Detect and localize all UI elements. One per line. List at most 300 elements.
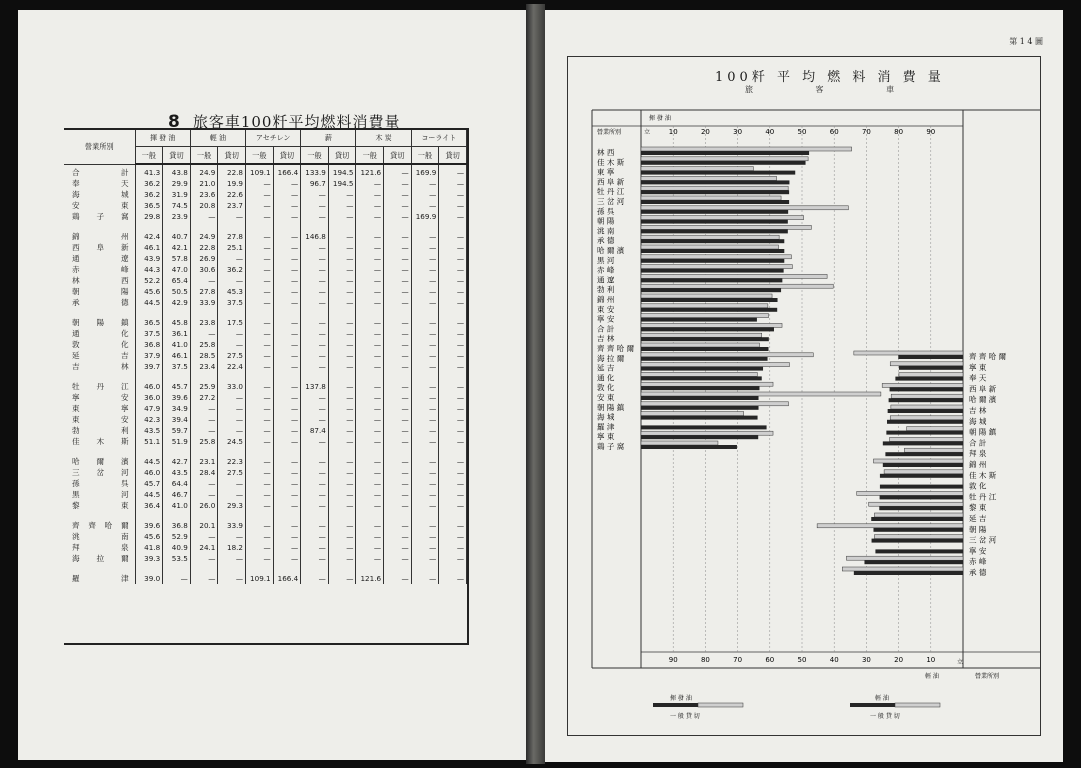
top-tick-label: 40 xyxy=(765,128,775,136)
office-name: 黒 河 xyxy=(64,489,135,500)
table-cell: 121.6 xyxy=(356,164,384,178)
table-cell: 87.4 xyxy=(301,425,329,436)
table-cell: — xyxy=(328,456,356,467)
table-cell: — xyxy=(190,211,218,222)
table-cell: — xyxy=(301,297,329,308)
table-cell: 39.4 xyxy=(163,414,191,425)
table-cell: — xyxy=(301,414,329,425)
table-cell: — xyxy=(273,414,301,425)
table-cell: — xyxy=(301,467,329,478)
office-name: 敦 化 xyxy=(64,339,135,350)
table-cell: — xyxy=(190,403,218,414)
table-row xyxy=(64,489,467,500)
table-cell: 57.8 xyxy=(163,253,191,264)
office-name: 朝 陽 鎮 xyxy=(64,317,135,328)
table-cell: — xyxy=(301,361,329,372)
lightoil-category-label: 朝 陽 xyxy=(969,524,987,534)
fuel-sub-header: 貸切 xyxy=(273,147,301,165)
table-cell: — xyxy=(218,339,246,350)
table-cell: — xyxy=(356,297,384,308)
table-cell: — xyxy=(246,478,274,489)
table-cell: 194.5 xyxy=(328,178,356,189)
gasoline-charter-bar xyxy=(641,392,881,396)
table-row xyxy=(64,164,467,178)
legend-left-charter-swatch xyxy=(698,703,743,707)
table-cell: — xyxy=(328,189,356,200)
table-cell: — xyxy=(246,467,274,478)
gasoline-category-label: 敦 化 xyxy=(597,383,615,393)
lightoil-category-label: 寧 東 xyxy=(969,362,987,372)
gasoline-category-label: 鶏 子 窩 xyxy=(597,442,625,451)
table-cell: — xyxy=(273,542,301,553)
table-cell: — xyxy=(218,489,246,500)
table-cell: — xyxy=(246,253,274,264)
gasoline-category-label: 寧 安 xyxy=(597,314,615,324)
table-cell: 37.5 xyxy=(218,297,246,308)
table-cell: 36.2 xyxy=(135,189,163,200)
table-cell: 45.6 xyxy=(135,531,163,542)
gasoline-general-bar xyxy=(641,357,768,361)
office-header-label-bottom: 營業所別 xyxy=(975,673,1000,680)
table-cell: — xyxy=(411,264,439,275)
lightoil-general-bar xyxy=(879,506,963,510)
table-cell: — xyxy=(273,200,301,211)
table-cell: 166.4 xyxy=(273,164,301,178)
table-cell: — xyxy=(384,350,412,361)
table-cell: 46.7 xyxy=(163,489,191,500)
lightoil-charter-bar xyxy=(857,491,963,495)
table-cell: — xyxy=(411,350,439,361)
table-cell: 42.3 xyxy=(135,414,163,425)
bottom-tick-label: 90 xyxy=(668,656,678,664)
table-cell: — xyxy=(411,178,439,189)
table-cell: — xyxy=(246,403,274,414)
table-cell: — xyxy=(273,456,301,467)
table-cell: — xyxy=(328,403,356,414)
gasoline-charter-bar xyxy=(641,363,789,367)
lightoil-category-label: 哈 爾 濱 xyxy=(969,395,997,405)
table-cell: — xyxy=(273,531,301,542)
gasoline-charter-bar xyxy=(641,235,779,239)
gasoline-charter-bar xyxy=(641,167,753,171)
lightoil-category-label: 佳 木 斯 xyxy=(969,470,997,480)
gasoline-general-bar xyxy=(641,190,789,194)
gasoline-charter-bar xyxy=(641,284,833,288)
table-cell: 28.5 xyxy=(190,350,218,361)
table-cell: 44.5 xyxy=(135,456,163,467)
table-cell: 29.8 xyxy=(135,211,163,222)
table-cell: 51.1 xyxy=(135,436,163,447)
lightoil-general-bar xyxy=(899,366,963,370)
table-cell: — xyxy=(246,286,274,297)
table-cell: — xyxy=(439,553,467,564)
table-cell: — xyxy=(273,553,301,564)
table-cell: 25.1 xyxy=(218,242,246,253)
gasoline-general-bar xyxy=(641,445,737,449)
gasoline-category-label: 洮 南 xyxy=(597,226,615,236)
table-cell: — xyxy=(273,286,301,297)
table-cell: — xyxy=(439,456,467,467)
table-cell: — xyxy=(384,542,412,553)
gasoline-general-bar xyxy=(641,347,769,351)
table-cell: — xyxy=(301,200,329,211)
table-cell: — xyxy=(411,392,439,403)
table-row xyxy=(64,531,467,542)
office-name: 西 阜 新 xyxy=(64,242,135,253)
top-tick-label: 10 xyxy=(668,128,678,136)
gasoline-general-bar xyxy=(641,171,795,175)
lightoil-general-bar xyxy=(880,495,963,499)
fuel-group-header: 木 炭 xyxy=(356,130,411,147)
legend-left-title: 揮 發 油 xyxy=(670,695,692,702)
table-cell: 36.0 xyxy=(135,392,163,403)
gasoline-category-label: 錦 州 xyxy=(597,295,615,304)
table-cell: — xyxy=(411,189,439,200)
lightoil-charter-bar xyxy=(882,383,963,387)
office-name: 哈 爾 濱 xyxy=(64,456,135,467)
lightoil-category-label: 牡 丹 江 xyxy=(969,492,997,502)
table-cell: — xyxy=(246,231,274,242)
gasoline-category-label: 延 吉 xyxy=(597,363,615,373)
table-cell: 39.6 xyxy=(135,520,163,531)
table-cell: — xyxy=(190,328,218,339)
table-cell: 30.6 xyxy=(190,264,218,275)
table-cell: — xyxy=(301,489,329,500)
table-cell: — xyxy=(356,275,384,286)
top-tick-label: 30 xyxy=(733,128,743,136)
table-cell: 74.5 xyxy=(163,200,191,211)
table-cell: 46.1 xyxy=(135,242,163,253)
gasoline-category-label: 林 西 xyxy=(597,148,615,157)
table-cell: — xyxy=(384,339,412,350)
table-cell: 51.9 xyxy=(163,436,191,447)
gasoline-category-label: 寧 東 xyxy=(597,432,615,442)
table-cell: — xyxy=(356,414,384,425)
table-cell: 46.1 xyxy=(163,350,191,361)
table-cell: — xyxy=(301,478,329,489)
table-cell: 36.2 xyxy=(135,178,163,189)
gasoline-charter-bar xyxy=(641,274,827,278)
table-cell: 37.9 xyxy=(135,350,163,361)
lightoil-charter-bar xyxy=(899,373,963,377)
lightoil-general-bar xyxy=(872,539,963,543)
table-row xyxy=(64,253,467,264)
table-cell: 21.0 xyxy=(190,178,218,189)
table-cell: — xyxy=(384,317,412,328)
table-cell: — xyxy=(384,414,412,425)
lightoil-category-label: 赤 峰 xyxy=(969,557,987,567)
gasoline-charter-bar xyxy=(641,323,782,327)
office-name: 寧 安 xyxy=(64,392,135,403)
lightoil-general-bar xyxy=(895,377,963,381)
table-cell: — xyxy=(328,361,356,372)
table-cell: — xyxy=(356,200,384,211)
table-cell: 33.0 xyxy=(218,381,246,392)
table-cell: — xyxy=(246,436,274,447)
gasoline-charter-bar xyxy=(641,157,808,161)
table-cell: — xyxy=(246,520,274,531)
lightoil-charter-bar xyxy=(891,405,963,409)
table-cell: — xyxy=(439,286,467,297)
table-cell: 52.2 xyxy=(135,275,163,286)
table-cell: — xyxy=(218,414,246,425)
lightoil-general-bar xyxy=(889,398,963,402)
table-cell: 137.8 xyxy=(301,381,329,392)
lightoil-category-label: 朝 陽 鎮 xyxy=(969,427,997,437)
table-cell: — xyxy=(218,531,246,542)
gasoline-charter-bar xyxy=(641,196,781,200)
row-spacer xyxy=(64,308,467,317)
office-name: 延 吉 xyxy=(64,350,135,361)
bottom-tick-label: 30 xyxy=(861,656,871,664)
table-cell: — xyxy=(328,211,356,222)
table-cell: — xyxy=(439,392,467,403)
fuel-group-header: コーライト xyxy=(411,130,466,147)
table-cell: — xyxy=(411,275,439,286)
gasoline-category-label: 朝 陽 xyxy=(597,216,615,226)
table-cell: 36.1 xyxy=(163,328,191,339)
table-row xyxy=(64,328,467,339)
table-cell: — xyxy=(439,361,467,372)
table-cell: — xyxy=(439,478,467,489)
table-cell: — xyxy=(218,328,246,339)
gasoline-general-bar xyxy=(641,239,784,243)
table-cell: 36.5 xyxy=(135,317,163,328)
table-cell: 23.6 xyxy=(190,189,218,200)
table-cell: 36.2 xyxy=(218,264,246,275)
table-cell: — xyxy=(246,178,274,189)
bottom-tick-label: 60 xyxy=(765,656,775,664)
table-cell: — xyxy=(163,573,191,584)
table-cell: — xyxy=(301,436,329,447)
table-cell: — xyxy=(411,200,439,211)
lightoil-general-bar xyxy=(854,571,963,575)
table-cell: — xyxy=(439,350,467,361)
table-cell: — xyxy=(301,500,329,511)
table-cell: — xyxy=(384,573,412,584)
table-cell: — xyxy=(301,328,329,339)
table-cell: 52.9 xyxy=(163,531,191,542)
table-cell: — xyxy=(384,520,412,531)
table-cell: — xyxy=(328,553,356,564)
table-cell: 59.7 xyxy=(163,425,191,436)
table-cell: 40.7 xyxy=(163,231,191,242)
gasoline-charter-bar xyxy=(641,255,791,259)
table-cell: — xyxy=(301,275,329,286)
table-row xyxy=(64,425,467,436)
gasoline-charter-bar xyxy=(641,176,777,180)
office-name: 赤 峰 xyxy=(64,264,135,275)
table-cell: — xyxy=(384,553,412,564)
lightoil-general-bar xyxy=(885,452,963,456)
table-cell: 46.0 xyxy=(135,467,163,478)
table-cell: 31.9 xyxy=(163,189,191,200)
row-spacer xyxy=(64,372,467,381)
lightoil-category-label: 吉 林 xyxy=(969,406,987,415)
bottom-axis-title: 輕 油 xyxy=(925,673,939,680)
table-cell: — xyxy=(411,531,439,542)
table-cell: — xyxy=(384,164,412,178)
table-row xyxy=(64,286,467,297)
table-cell: 41.3 xyxy=(135,164,163,178)
table-cell: — xyxy=(328,317,356,328)
fuel-sub-header: 貸切 xyxy=(328,147,356,165)
lightoil-category-label: 錦 州 xyxy=(969,460,987,469)
fuel-group-header: 薪 xyxy=(301,130,356,147)
table-cell: — xyxy=(246,275,274,286)
table-cell: — xyxy=(439,297,467,308)
table-cell: — xyxy=(439,339,467,350)
table-cell: — xyxy=(301,189,329,200)
table-cell: — xyxy=(246,381,274,392)
office-name: 安 東 xyxy=(64,200,135,211)
table-cell: 46.0 xyxy=(135,381,163,392)
table-cell: — xyxy=(328,520,356,531)
table-cell: 42.9 xyxy=(163,297,191,308)
lightoil-general-bar xyxy=(887,420,963,424)
office-name: 海 拉 爾 xyxy=(64,553,135,564)
gasoline-general-bar xyxy=(641,200,789,204)
table-cell: 20.8 xyxy=(190,200,218,211)
gasoline-general-bar xyxy=(641,259,784,263)
lightoil-charter-bar xyxy=(890,437,963,441)
gasoline-category-label: 承 德 xyxy=(597,236,615,246)
gasoline-charter-bar xyxy=(641,304,768,308)
table-cell: 166.4 xyxy=(273,573,301,584)
gasoline-general-bar xyxy=(641,249,784,253)
table-cell: — xyxy=(301,403,329,414)
gasoline-general-bar xyxy=(641,337,769,341)
table-cell: — xyxy=(301,339,329,350)
table-cell: — xyxy=(411,317,439,328)
table-cell: — xyxy=(246,339,274,350)
gasoline-general-bar xyxy=(641,220,788,224)
chart-subtitle: 旅 客 車 xyxy=(745,85,925,94)
table-cell: — xyxy=(356,489,384,500)
table-cell: 24.9 xyxy=(190,231,218,242)
table-cell: — xyxy=(301,317,329,328)
top-tick-label: 60 xyxy=(829,128,839,136)
table-cell: — xyxy=(328,242,356,253)
table-row xyxy=(64,200,467,211)
table-cell: 44.5 xyxy=(135,489,163,500)
table-cell: — xyxy=(356,520,384,531)
table-cell: 36.8 xyxy=(163,520,191,531)
gasoline-general-bar xyxy=(641,210,788,214)
gasoline-category-label: 勃 利 xyxy=(597,285,615,295)
bottom-tick-label: 80 xyxy=(700,656,710,664)
office-name: 通 化 xyxy=(64,328,135,339)
table-cell: — xyxy=(328,231,356,242)
table-cell: 22.8 xyxy=(218,164,246,178)
table-cell: — xyxy=(356,425,384,436)
lightoil-general-bar xyxy=(890,387,963,391)
table-cell: 23.8 xyxy=(190,317,218,328)
table-cell: — xyxy=(411,456,439,467)
lightoil-category-label: 三 岔 河 xyxy=(969,535,997,545)
table-cell: — xyxy=(384,297,412,308)
table-cell: — xyxy=(356,403,384,414)
table-cell: — xyxy=(356,542,384,553)
table-cell: 42.7 xyxy=(163,456,191,467)
table-cell: 43.9 xyxy=(135,253,163,264)
office-name: 奉 天 xyxy=(64,178,135,189)
table-cell: 23.7 xyxy=(218,200,246,211)
table-cell: — xyxy=(273,361,301,372)
table-cell: — xyxy=(218,573,246,584)
table-cell: — xyxy=(411,467,439,478)
table-cell: — xyxy=(246,297,274,308)
table-cell: 27.2 xyxy=(190,392,218,403)
bottom-tick-label: 10 xyxy=(926,656,936,664)
fuel-sub-header: 一般 xyxy=(301,147,329,165)
table-cell: 23.1 xyxy=(190,456,218,467)
table-cell: — xyxy=(328,425,356,436)
table-cell: — xyxy=(384,286,412,297)
table-cell: — xyxy=(218,478,246,489)
table-cell: — xyxy=(301,456,329,467)
table-cell: — xyxy=(328,573,356,584)
lightoil-charter-bar xyxy=(891,394,963,398)
lightoil-charter-bar xyxy=(907,427,963,431)
gasoline-charter-bar xyxy=(641,372,757,376)
gasoline-category-label: 孫 呉 xyxy=(597,206,615,216)
table-cell: 25.8 xyxy=(190,339,218,350)
table-cell: — xyxy=(439,275,467,286)
table-row xyxy=(64,403,467,414)
table-cell: — xyxy=(411,478,439,489)
table-cell: — xyxy=(411,500,439,511)
gasoline-charter-bar xyxy=(641,206,848,210)
table-row xyxy=(64,436,467,447)
table-row xyxy=(64,297,467,308)
table-cell: 34.9 xyxy=(163,403,191,414)
table-cell: 24.1 xyxy=(190,542,218,553)
gasoline-category-label: 東 寧 xyxy=(597,167,615,177)
table-cell: 17.5 xyxy=(218,317,246,328)
table-cell: — xyxy=(439,520,467,531)
office-name: 通 遼 xyxy=(64,253,135,264)
lightoil-charter-bar xyxy=(873,459,963,463)
table-cell: — xyxy=(218,425,246,436)
table-cell: — xyxy=(411,489,439,500)
table-cell: 26.9 xyxy=(190,253,218,264)
table-cell: — xyxy=(356,339,384,350)
table-cell: — xyxy=(356,436,384,447)
table-row xyxy=(64,211,467,222)
gasoline-general-bar xyxy=(641,396,759,400)
table-row xyxy=(64,339,467,350)
table-cell: — xyxy=(301,553,329,564)
lightoil-category-label: 承 德 xyxy=(969,568,987,577)
lightoil-charter-bar xyxy=(890,362,963,366)
table-cell: — xyxy=(384,328,412,339)
table-cell: — xyxy=(273,242,301,253)
gasoline-general-bar xyxy=(641,425,767,429)
table-cell: — xyxy=(356,350,384,361)
table-cell: — xyxy=(356,456,384,467)
table-cell: — xyxy=(411,242,439,253)
table-cell: 41.0 xyxy=(163,500,191,511)
table-cell: — xyxy=(439,264,467,275)
gasoline-category-label: 通 遼 xyxy=(597,275,615,285)
table-cell: 27.5 xyxy=(218,350,246,361)
table-row xyxy=(64,500,467,511)
table-cell: — xyxy=(328,381,356,392)
gasoline-general-bar xyxy=(641,327,774,331)
lightoil-charter-bar xyxy=(846,556,963,560)
table-cell: — xyxy=(356,328,384,339)
